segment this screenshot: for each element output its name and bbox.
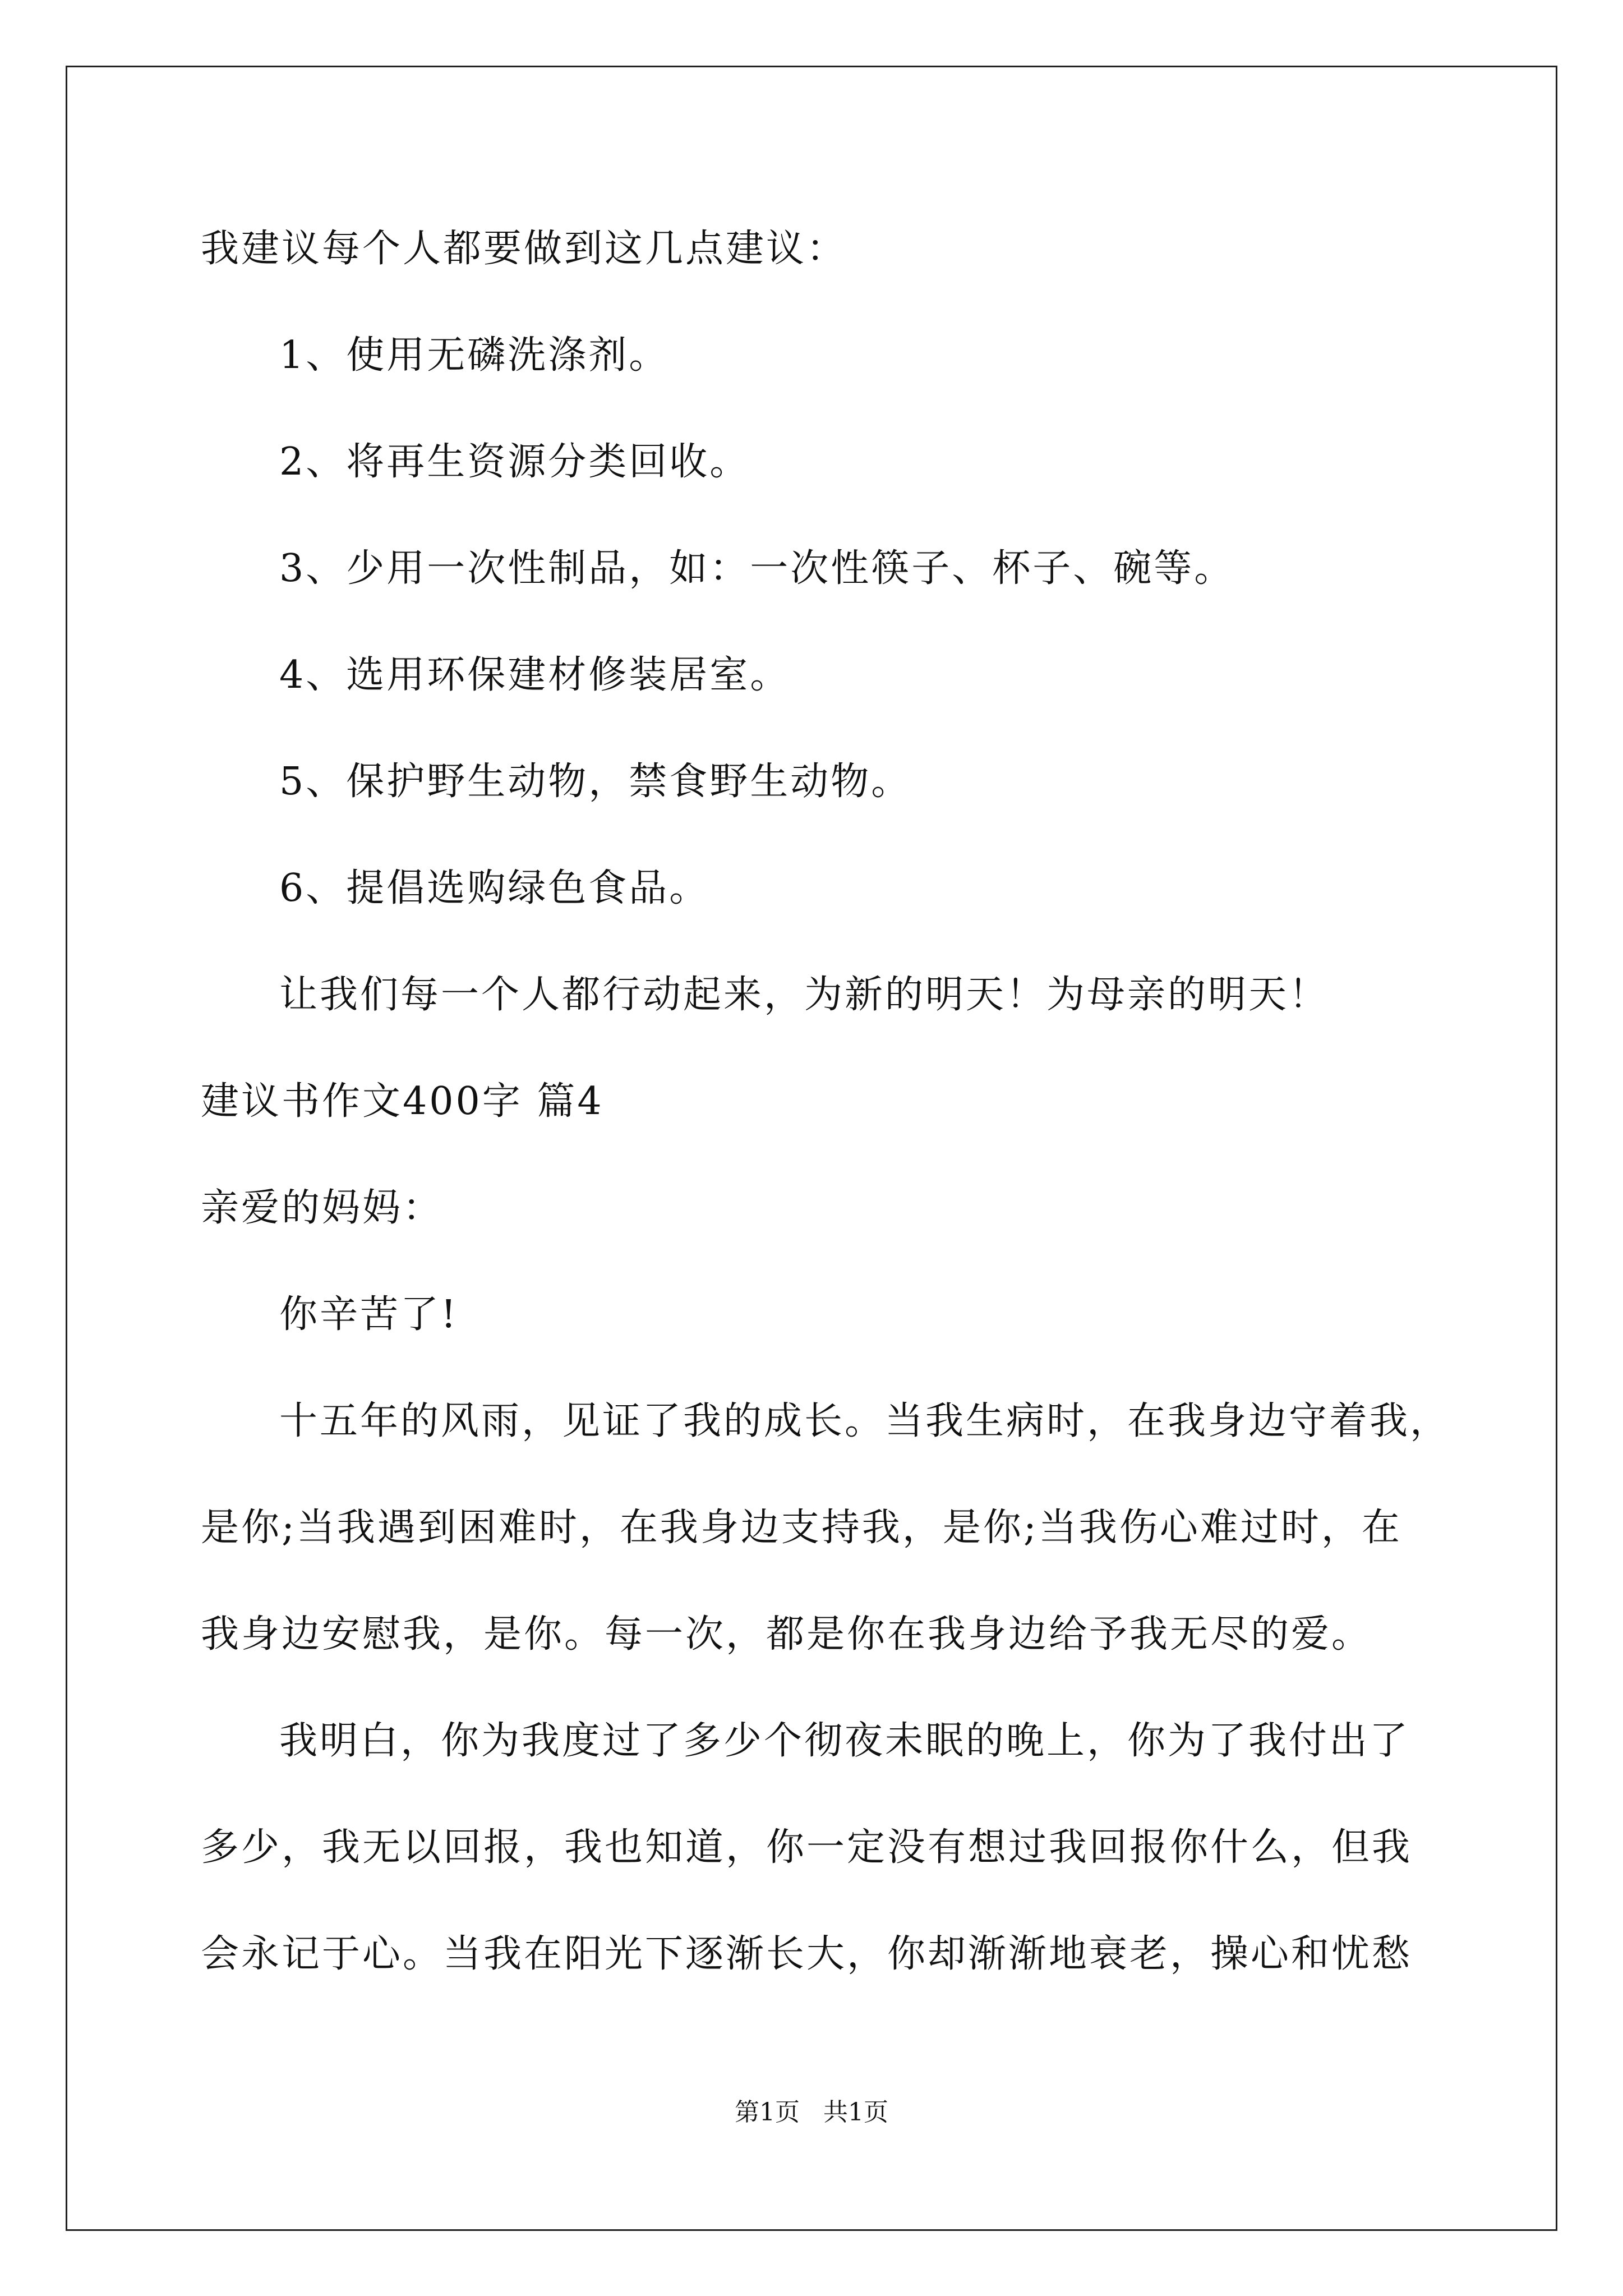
list-item: 6、提倡选购绿色食品。 — [279, 866, 710, 910]
text-line: 多少，我无以回报，我也知道，你一定没有想过我回报你什么，但我 — [201, 1825, 1413, 1870]
text-line: 让我们每一个人都行动起来，为新的明天！为母亲的明天！ — [279, 973, 1330, 1017]
salutation: 亲爱的妈妈： — [201, 1186, 444, 1230]
text-line: 会永记于心。当我在阳光下逐渐长大，你却渐渐地衰老，操心和忧愁 — [201, 1932, 1413, 1976]
list-item: 4、选用环保建材修装居室。 — [279, 653, 791, 697]
list-item: 5、保护野生动物，禁食野生动物。 — [279, 760, 912, 804]
text-line: 十五年的风雨，见证了我的成长。当我生病时，在我身边守着我， — [279, 1399, 1451, 1443]
page-border — [66, 66, 1557, 2231]
text-line: 我建议每个人都要做到这几点建议： — [201, 227, 847, 271]
list-item: 2、将再生资源分类回收。 — [279, 440, 750, 484]
text-line: 是你;当我遇到困难时，在我身边支持我，是你;当我伤心难过时，在 — [201, 1506, 1402, 1550]
text-line: 你辛苦了! — [279, 1292, 459, 1337]
text-line: 我明白，你为我度过了多少个彻夜未眠的晚上，你为了我付出了 — [279, 1719, 1410, 1763]
section-heading: 建议书作文400字 篇4 — [201, 1079, 604, 1124]
text-line: 我身边安慰我，是你。每一次，都是你在我身边给予我无尽的爱。 — [201, 1612, 1372, 1657]
list-item: 1、使用无磷洗涤剂。 — [279, 333, 670, 378]
list-item: 3、少用一次性制品，如：一次性筷子、杯子、碗等。 — [279, 546, 1235, 591]
page-number-footer: 第1页 共1页 — [735, 2098, 888, 2127]
